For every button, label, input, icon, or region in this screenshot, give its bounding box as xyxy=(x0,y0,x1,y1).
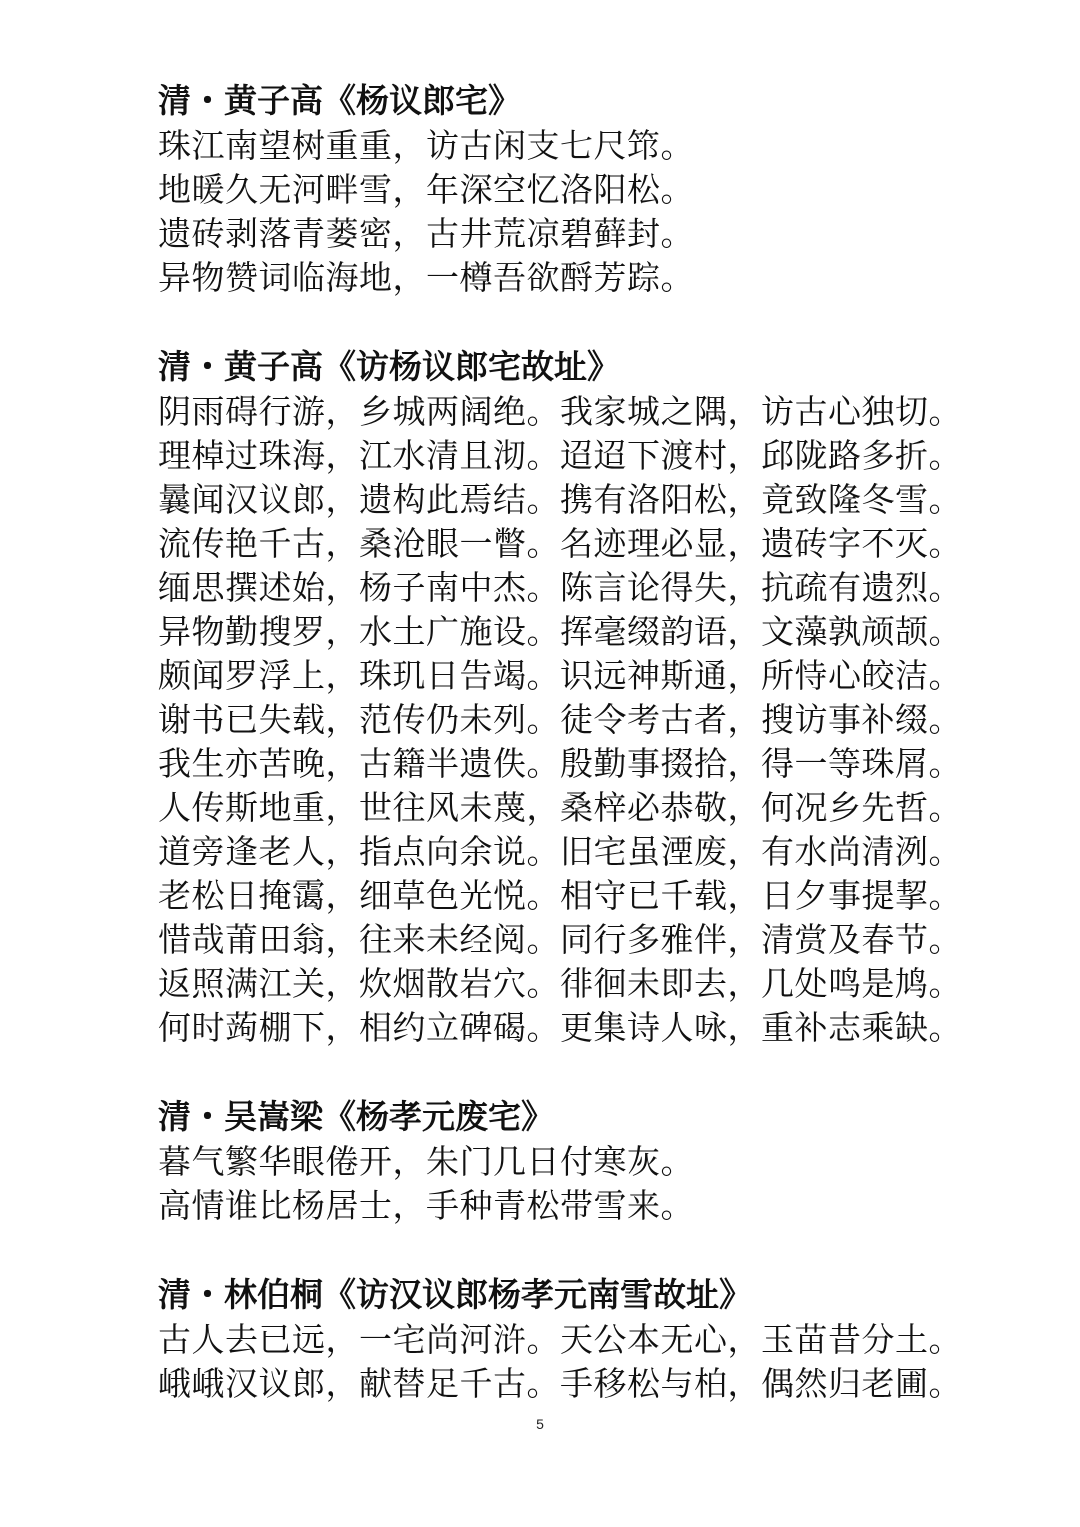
poem-line: 老松日掩霭，细草色光悦。相守已千载，日夕事提挈。 xyxy=(158,876,962,915)
poem-2 xyxy=(158,344,962,1050)
poem-line: 颇闻罗浮上，珠玑日告竭。识远神斯通，所恃心皎洁。 xyxy=(158,656,962,695)
poem-line: 流传艳千古，桑沧眼一瞥。名迹理必显，遗砖字不灭。 xyxy=(158,524,962,563)
poem-line: 高情谁比杨居士，手种青松带雪来。 xyxy=(158,1186,694,1225)
poem-3 xyxy=(158,1094,938,1228)
poem-line: 峨峨汉议郎，献替足千古。手移松与柏，偶然归老圃。 xyxy=(158,1364,962,1403)
poem-1 xyxy=(158,78,938,300)
poem-title: 清・吴嵩梁《杨孝元废宅》 xyxy=(158,1097,554,1136)
poem-line: 异物赞词临海地，一樽吾欲酹芳踪。 xyxy=(158,258,694,297)
poem-title: 清・林伯桐《访汉议郎杨孝元南雪故址》 xyxy=(158,1275,752,1314)
poem-line: 地暖久无河畔雪，年深空忆洛阳松。 xyxy=(158,170,694,209)
poem-line: 遗砖剥落青蒌密，古井荒凉碧藓封。 xyxy=(158,214,694,253)
poem-line: 谢书已失载，范传仍未列。徒令考古者，搜访事补缀。 xyxy=(158,700,962,739)
poem-line: 我生亦苦晚，古籍半遗佚。殷勤事掇拾，得一等珠屑。 xyxy=(158,744,962,783)
poem-line: 人传斯地重，世往风未蔑，桑梓必恭敬，何况乡先哲。 xyxy=(158,788,962,827)
poem-line: 古人去已远，一宅尚河浒。天公本无心，玉苗昔分土。 xyxy=(158,1320,962,1359)
poem-line: 异物勤搜罗，水土广施设。挥毫缀韵语，文藻孰颃颉。 xyxy=(158,612,962,651)
poem-line: 惜哉莆田翁，往来未经阅。同行多雅伴，清赏及春节。 xyxy=(158,920,962,959)
poem-4 xyxy=(158,1272,962,1406)
poem-line: 返照满江关，炊烟散岩穴。徘徊未即去，几处鸣是鸠。 xyxy=(158,964,962,1003)
page-number: 5 xyxy=(536,1416,544,1432)
poem-line: 珠江南望树重重，访古闲支七尺筇。 xyxy=(158,126,694,165)
poem-line: 何时蒟棚下，相约立碑碣。更集诗人咏，重补志乘缺。 xyxy=(158,1008,962,1047)
document-page xyxy=(158,78,962,1450)
poem-line: 缅思撰述始，杨子南中杰。陈言论得失，抗疏有遗烈。 xyxy=(158,568,962,607)
poem-line: 阴雨碍行游，乡城两阔绝。我家城之隅，访古心独切。 xyxy=(158,392,962,431)
poem-line: 曩闻汉议郎，遗构此焉结。携有洛阳松，竟致隆冬雪。 xyxy=(158,480,962,519)
poem-title: 清・黄子高《杨议郎宅》 xyxy=(158,81,521,120)
poem-line: 道旁逢老人，指点向余说。旧宅虽湮废，有水尚清洌。 xyxy=(158,832,962,871)
poem-line: 理棹过珠海，江水清且沏。迢迢下渡村，邱陇路多折。 xyxy=(158,436,962,475)
poem-line: 暮气繁华眼倦开，朱门几日付寒灰。 xyxy=(158,1142,694,1181)
poem-title: 清・黄子高《访杨议郎宅故址》 xyxy=(158,347,620,386)
